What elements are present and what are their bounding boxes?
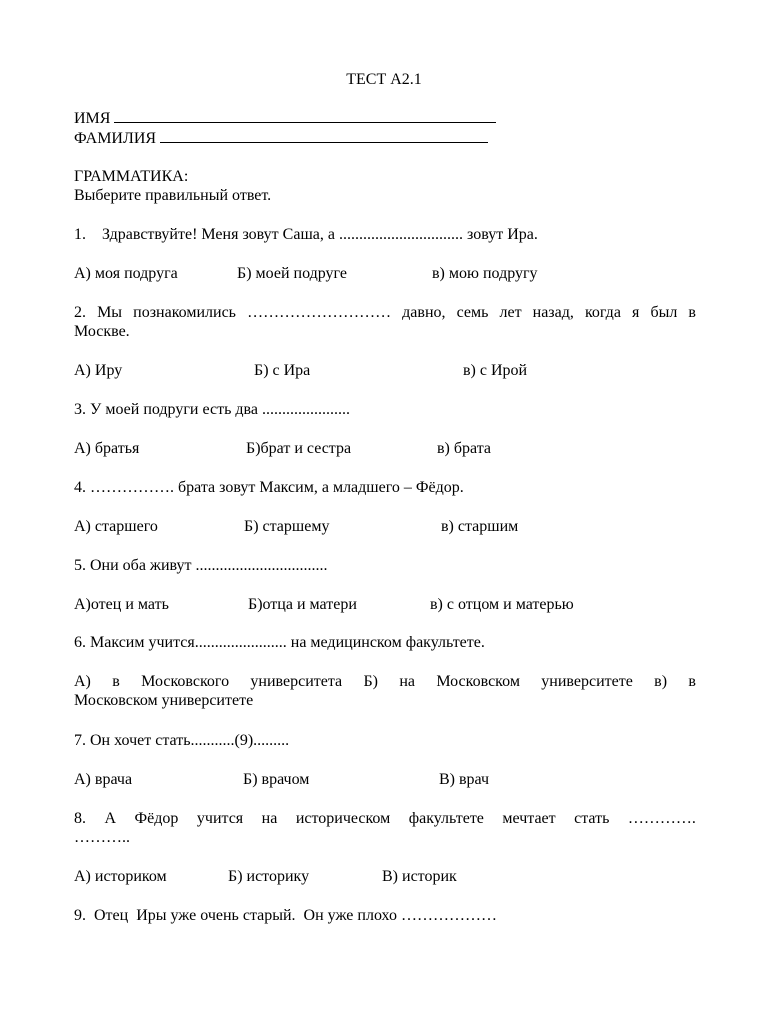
name-label: ИМЯ [74, 110, 115, 127]
q2-word: когда [584, 304, 621, 321]
q8-word: Фёдор [134, 810, 179, 827]
q2-word: в [688, 304, 696, 321]
surname-blank[interactable] [160, 128, 488, 143]
q8-word: учится [196, 810, 244, 827]
q5-option-a[interactable]: А)отец и мать [74, 596, 169, 613]
q2-word: давно, [402, 304, 446, 321]
q6-options-line1 [74, 672, 696, 692]
section-heading: ГРАММАТИКА: [74, 168, 189, 185]
q4-option-a[interactable]: А) старшего [74, 518, 158, 535]
question-8-line2: ……….. [74, 829, 130, 846]
q6-option-word: университете [541, 673, 633, 690]
q8-option-b[interactable]: Б) историку [228, 868, 310, 885]
question-6: 6. Максим учится....................... на медицинском факультете. [74, 634, 485, 651]
q8-option-a[interactable]: А) историком [74, 868, 167, 885]
q2-word: был [650, 304, 678, 321]
q6-option-word: университета [250, 673, 343, 690]
q8-word: стать [574, 810, 610, 827]
q3-option-b[interactable]: Б)брат и сестра [246, 440, 352, 457]
question-4: 4. ……………. брата зовут Максим, а младшего – Фёдор. [74, 479, 464, 496]
q2-option-a[interactable]: А) Иру [74, 362, 123, 379]
q6-option-word[interactable]: А) [74, 673, 91, 690]
q2-word: лет [499, 304, 522, 321]
q5-option-b[interactable]: Б)отца и матери [248, 596, 357, 613]
q6-option-word: Московском [436, 673, 520, 690]
question-3: 3. У моей подруги есть два ...................... [74, 401, 350, 418]
q8-word: 8. [74, 810, 86, 827]
q6-option-word: в [112, 673, 120, 690]
q2-word: семь [456, 304, 489, 321]
q4-option-c[interactable]: в) старшим [441, 518, 519, 535]
q1-option-b[interactable]: Б) моей подруге [237, 265, 347, 282]
page-title: ТЕСТ А2.1 [346, 71, 422, 88]
q8-option-c[interactable]: В) историк [382, 868, 457, 885]
question-2-line1 [74, 303, 696, 323]
q8-word: на [261, 810, 278, 827]
q2-word: ……………………… [247, 304, 392, 321]
q2-word: Мы [97, 304, 123, 321]
q2-option-b[interactable]: Б) с Ира [254, 362, 311, 379]
surname-label: ФАМИЛИЯ [74, 130, 161, 147]
q2-word: назад, [532, 304, 574, 321]
name-blank[interactable] [114, 108, 496, 123]
q8-word: …………. [627, 810, 696, 827]
q2-word: 2. [74, 304, 86, 321]
q8-word: факультете [408, 810, 484, 827]
q1-option-a[interactable]: А) моя подруга [74, 265, 178, 282]
surname-field [74, 128, 488, 148]
q8-word: А [104, 810, 117, 827]
q2-option-c[interactable]: в) с Ирой [463, 362, 528, 379]
section-instruction: Выберите правильный ответ. [74, 187, 272, 204]
question-7: 7. Он хочет стать...........(9)......... [74, 732, 290, 749]
q6-option-word[interactable]: Б) [363, 673, 378, 690]
name-field [74, 108, 496, 128]
q3-option-a[interactable]: А) братья [74, 440, 140, 457]
q7-option-b[interactable]: Б) врачом [243, 771, 310, 788]
q6-option-word: в [688, 673, 696, 690]
question-1: 1. Здравствуйте! Меня зовут Саша, а ............................... зовут Ира. [74, 226, 538, 243]
q1-option-c[interactable]: в) мою подругу [432, 265, 538, 282]
q6-options-line2: Московском университете [74, 692, 254, 709]
question-2-line2: Москве. [74, 323, 130, 340]
question-8-line1 [74, 809, 696, 829]
q5-option-c[interactable]: в) с отцом и матерью [430, 596, 574, 613]
question-9: 9. Отец Иры уже очень старый. Он уже плохо ……………… [74, 907, 497, 924]
q6-option-word: Московского [141, 673, 230, 690]
q6-option-word: на [399, 673, 415, 690]
q6-option-word[interactable]: в) [654, 673, 668, 690]
question-5: 5. Они оба живут ................................. [74, 557, 328, 574]
q3-option-c[interactable]: в) брата [437, 440, 491, 457]
q2-word: познакомились [133, 304, 236, 321]
q7-option-c[interactable]: В) врач [439, 771, 490, 788]
q2-word: я [632, 304, 640, 321]
q8-word: мечтает [502, 810, 556, 827]
q8-word: историческом [295, 810, 391, 827]
q7-option-a[interactable]: А) врача [74, 771, 133, 788]
q4-option-b[interactable]: Б) старшему [244, 518, 330, 535]
